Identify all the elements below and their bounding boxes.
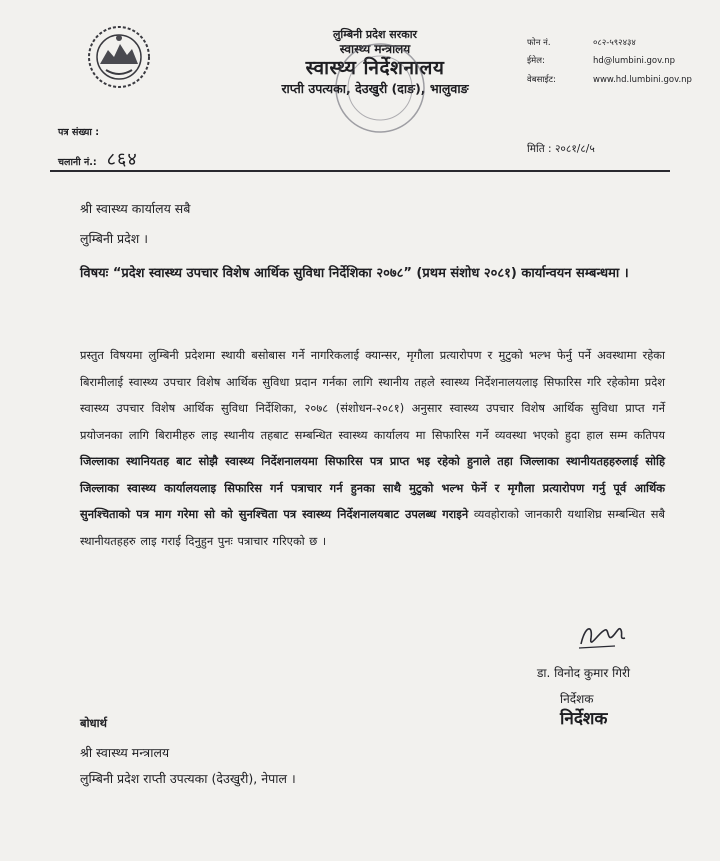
- body-part-3: व्यवहोराको जानकारी यथाशिघ्र सम्बन्धित सबै स्थानीयतहहरु लाइ गराई दिनुहुन पुनः पत्राचार गरिएको छ ।: [80, 507, 665, 548]
- recipient-line-1: श्री स्वास्थ्य कार्यालय सबै: [80, 201, 191, 216]
- government-name: लुम्बिनी प्रदेश सरकार: [332, 28, 418, 41]
- body-part-1: प्रस्तुत विषयमा लुम्बिनी प्रदेशमा स्थायी बसोबास गर्ने नागरिकलाई क्यान्सर, मृगौला प्रत्यारोपण र मुटुको भल्भ फेर्नु पर्ने अवस्थामा रहेका बिरामीलाई स्वास्थ्य उपचार विशेष आर्थिक सुविधा प्रदान गर्नका लागि स्थानीय तहले स्वास्थ्य निर्देशनालयलाइ सिफारिस गरि रहेकोमा प्रदेश स्वास्थ्य उपचार विशेष आर्थिक सुविधा निर्देशिका, २०७८ (संशोधन-२०८१) अनुसार स्वास्थ्य उपचार विशेष आर्थिक सुविधा प्राप्त गर्ने प्रयोजनका लागि बिरामीहरु लाइ स्थानीय तहबाट सम्बन्धित स्वास्थ्य कार्यालय मा सिफारिस गर्ने व्यवस्था भएको हुदा हाल सम्म कतिपय: [80, 348, 665, 442]
- subject-text: “प्रदेश स्वास्थ्य उपचार विशेष आर्थिक सुविधा निर्देशिका २०७८” (प्रथम संशोध २०८१) कार्यान्वयन सम्बन्धमा ।: [112, 266, 629, 281]
- office-seal-icon: [330, 38, 430, 138]
- designation-stamp: निर्देशक: [560, 709, 608, 729]
- phone-value: ०८२-५९२४३४: [593, 38, 636, 48]
- phone-line: [527, 34, 692, 52]
- header-divider: [50, 170, 670, 172]
- ministry-name: स्वास्थ्य मन्त्रालय: [339, 41, 411, 56]
- chalani-number: ८६४: [106, 149, 138, 170]
- chalani-label: चलानी नं.:: [58, 157, 97, 168]
- cc-line-2: लुम्बिनी प्रदेश राप्ती उपत्यका (देउखुरी), नेपाल ।: [80, 771, 296, 786]
- email-value: hd@lumbini.gov.np: [593, 56, 675, 67]
- subject-line: [80, 260, 665, 287]
- website-line: [527, 71, 692, 89]
- date-label: मिति :: [527, 143, 552, 155]
- signer-title: निर्देशक: [560, 692, 594, 706]
- signer-name: डा. विनोद कुमार गिरी: [537, 666, 630, 680]
- email-label: ईमेल:: [527, 56, 545, 67]
- signature-icon: [575, 616, 635, 656]
- date-value: २०८१/८/५: [554, 143, 595, 155]
- contact-block: [527, 34, 692, 89]
- chalani-line: [58, 147, 138, 171]
- office-name: स्वास्थ्य निर्देशनालय: [305, 56, 445, 79]
- recipient-line-2: लुम्बिनी प्रदेश ।: [80, 231, 149, 246]
- patra-sankhya-label: पत्र संख्या :: [58, 127, 100, 138]
- email-line: [527, 52, 692, 70]
- cc-label: बोधार्थ: [80, 716, 107, 730]
- cc-line-1: श्री स्वास्थ्य मन्त्रालय: [80, 745, 170, 760]
- subject-label: विषयः: [80, 266, 109, 281]
- office-address: राप्ती उपत्यका, देउखुरी (दाङ), भालुवाङ: [281, 80, 469, 96]
- body-paragraph: [80, 342, 665, 554]
- website-value: www.hd.lumbini.gov.np: [593, 74, 692, 85]
- phone-label: फोन नं.: [527, 38, 551, 48]
- nepal-emblem-icon: [86, 24, 152, 90]
- website-label: वेबसाईट:: [527, 74, 556, 85]
- body-part-2: जिल्लाका स्थानियतह बाट सोझै स्वास्थ्य निर्देशनालयमा सिफारिस पत्र प्राप्त भइ रहेको हुनाले तहा जिल्लाका स्थानीयतहहरुलाई सोहि जिल्लाका स्वास्थ्य कार्यालयलाइ सिफारिस गर्न पत्राचार गर्न हुनका साथै मुटुको भल्भ फेर्ने र मृगौला प्रत्यारोपण गर्नु पूर्व आर्थिक सुनश्चिताको पत्र माग गरेमा सो को सुनश्चिता पत्र स्वास्थ्य निर्देशनालयबाट उपलब्ध गराइने: [80, 454, 665, 521]
- date-line: [527, 142, 595, 156]
